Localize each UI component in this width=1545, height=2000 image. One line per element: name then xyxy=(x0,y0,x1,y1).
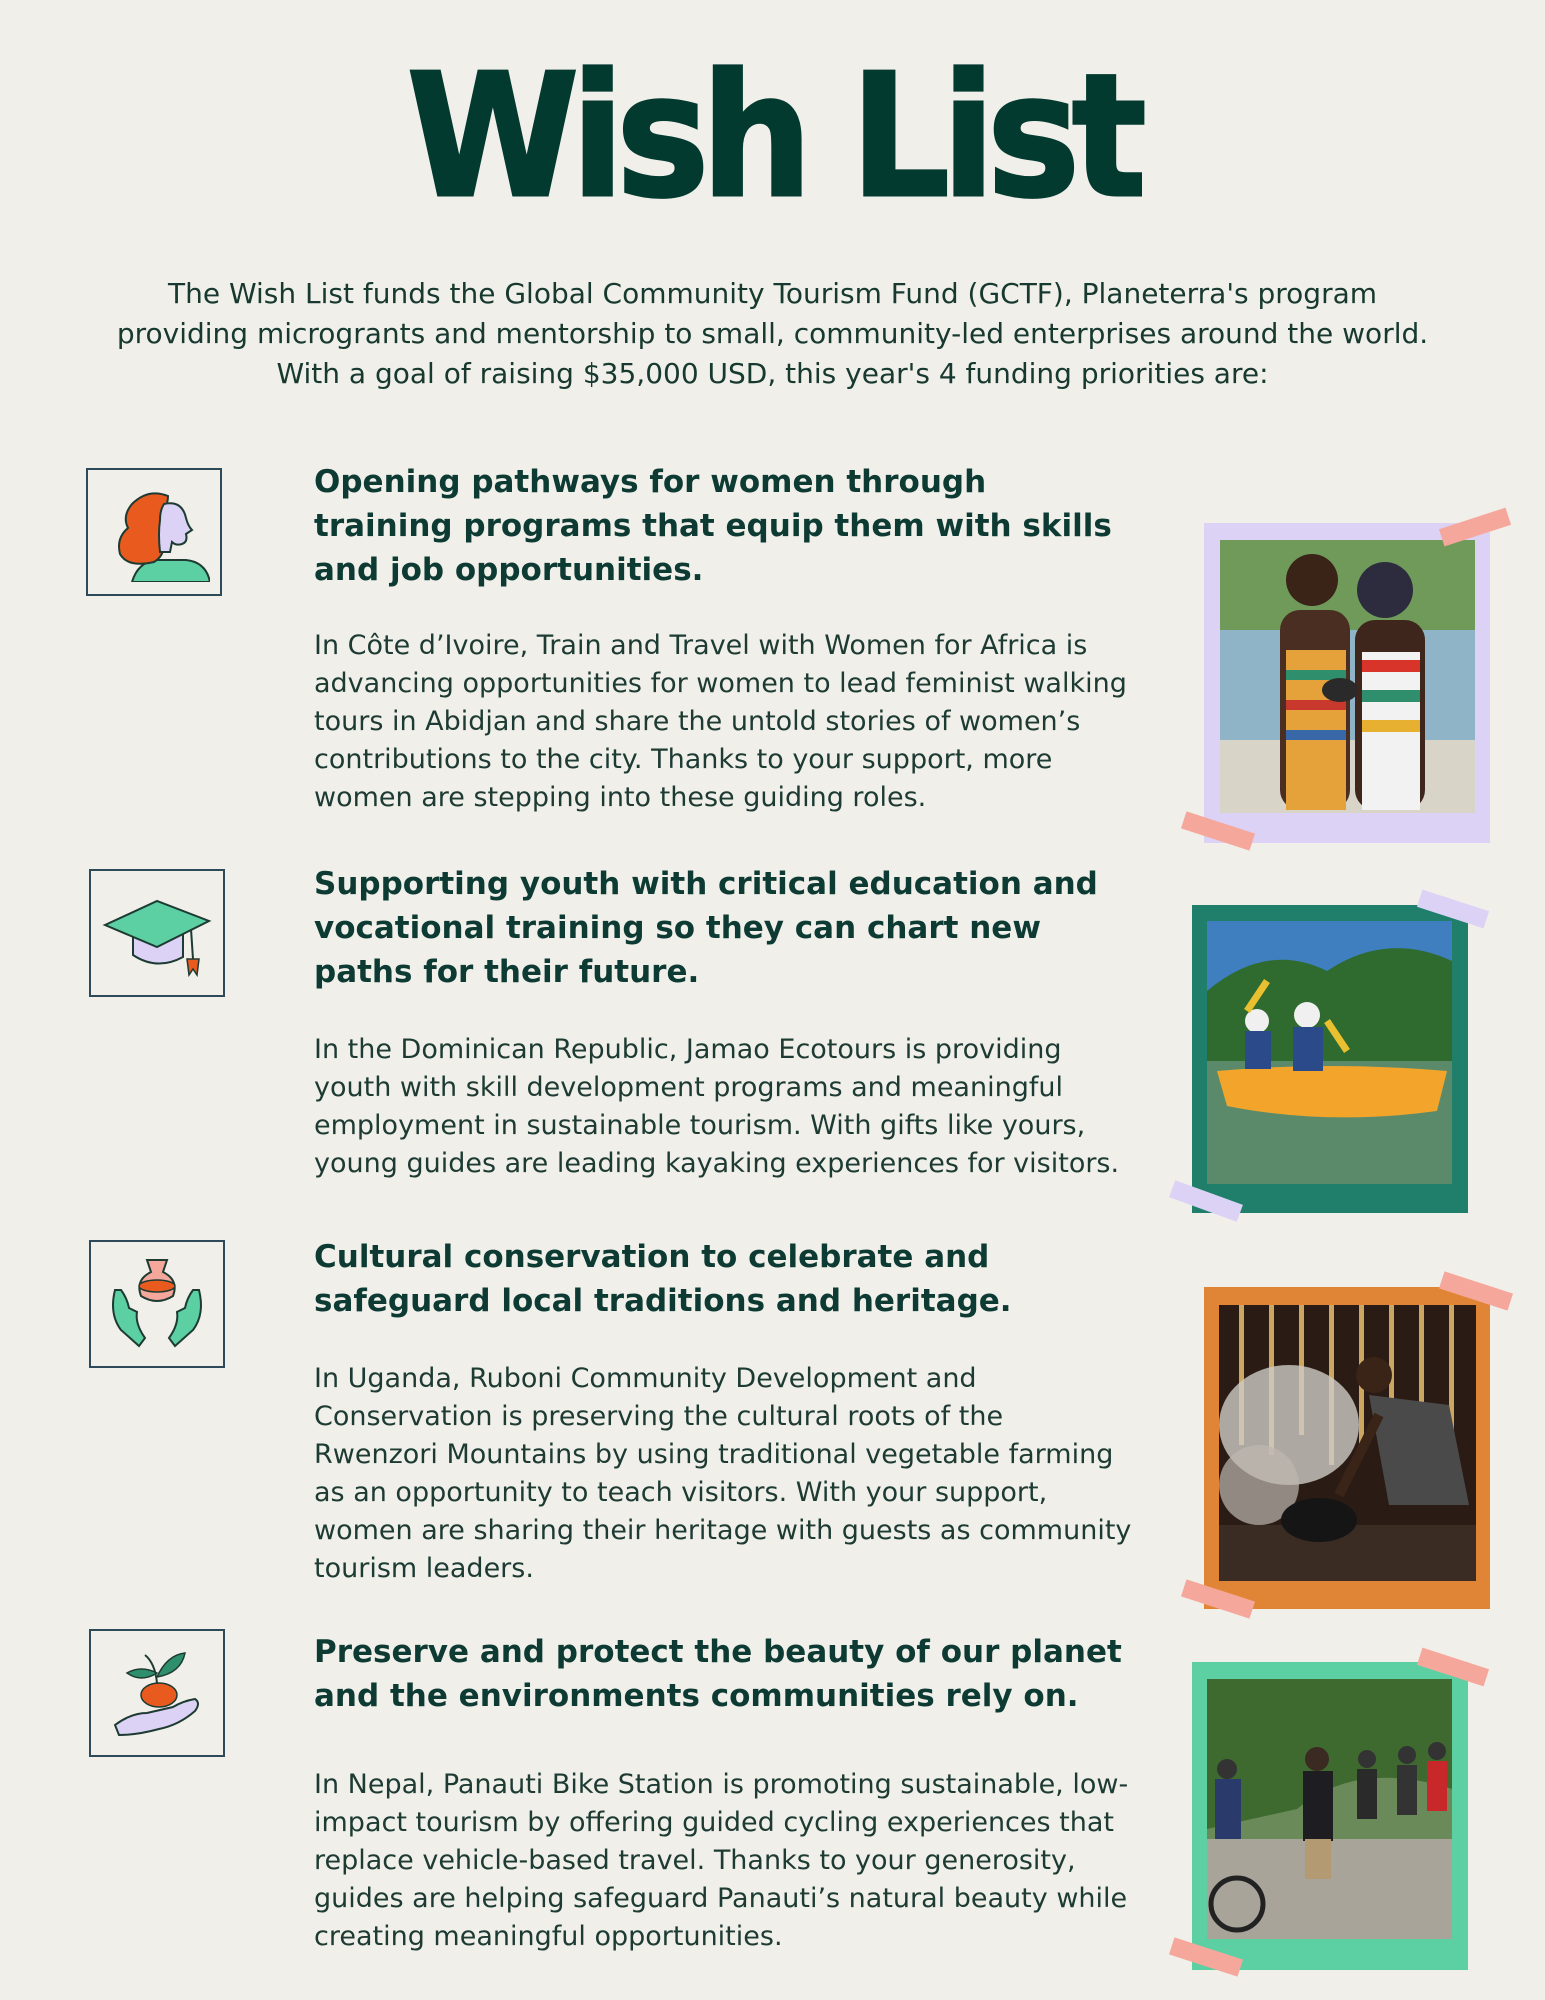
graduation-cap-icon xyxy=(89,869,225,997)
cycling-group-photo xyxy=(1207,1679,1452,1939)
priority-heading: Cultural conservation to celebrate and safeguard local traditions and heritage. xyxy=(314,1239,1012,1319)
kayaking-photo xyxy=(1207,921,1452,1184)
woman-profile-icon xyxy=(86,468,222,596)
intro-paragraph: The Wish List funds the Global Community Tourism Fund (GCTF), Planeterra's program providing microgrants and mentorship to small, community-led enterprises around the world. With a goal of raising $35,000 USD, this year's 4 funding priorities are: xyxy=(116,277,1429,390)
cooking-pot-photo xyxy=(1219,1305,1476,1581)
priority-heading: Opening pathways for women through training programs that equip them with skills and job opportunities. xyxy=(314,464,1112,588)
hand-sprout-icon xyxy=(89,1629,225,1757)
priority-body: In the Dominican Republic, Jamao Ecotours is providing youth with skill development programs and meaningful employment in sustainable tourism. With gifts like yours, young guides are leading kayaking experiences for visitors. xyxy=(314,1034,1120,1179)
two-women-guides-photo xyxy=(1220,540,1475,813)
priority-body: In Nepal, Panauti Bike Station is promoting sustainable, low-impact tourism by offering guided cycling experiences that replace vehicle-based travel. Thanks to your generosity, guides are helping safeguard Panauti’s natural beauty while creating meaningful opportunities. xyxy=(314,1769,1129,1952)
hands-vase-icon xyxy=(89,1240,225,1368)
priority-heading: Preserve and protect the beauty of our planet and the environments communities rely on. xyxy=(314,1634,1122,1714)
priority-body: In Uganda, Ruboni Community Development and Conservation is preserving the cultural roots of the Rwenzori Mountains by using traditional vegetable farming as an opportunity to teach visitors. With your support, women are sharing their heritage with guests as community tourism leaders. xyxy=(314,1363,1132,1584)
priority-heading: Supporting youth with critical education and vocational training so they can chart new paths for their future. xyxy=(314,866,1098,990)
page-title: Wish List xyxy=(406,38,1139,236)
priority-body: In Côte d’Ivoire, Train and Travel with Women for Africa is advancing opportunities for women to lead feminist walking tours in Abidjan and share the untold stories of women’s contributions to the city. Thanks to your support, more women are stepping into these guiding roles. xyxy=(314,630,1127,813)
